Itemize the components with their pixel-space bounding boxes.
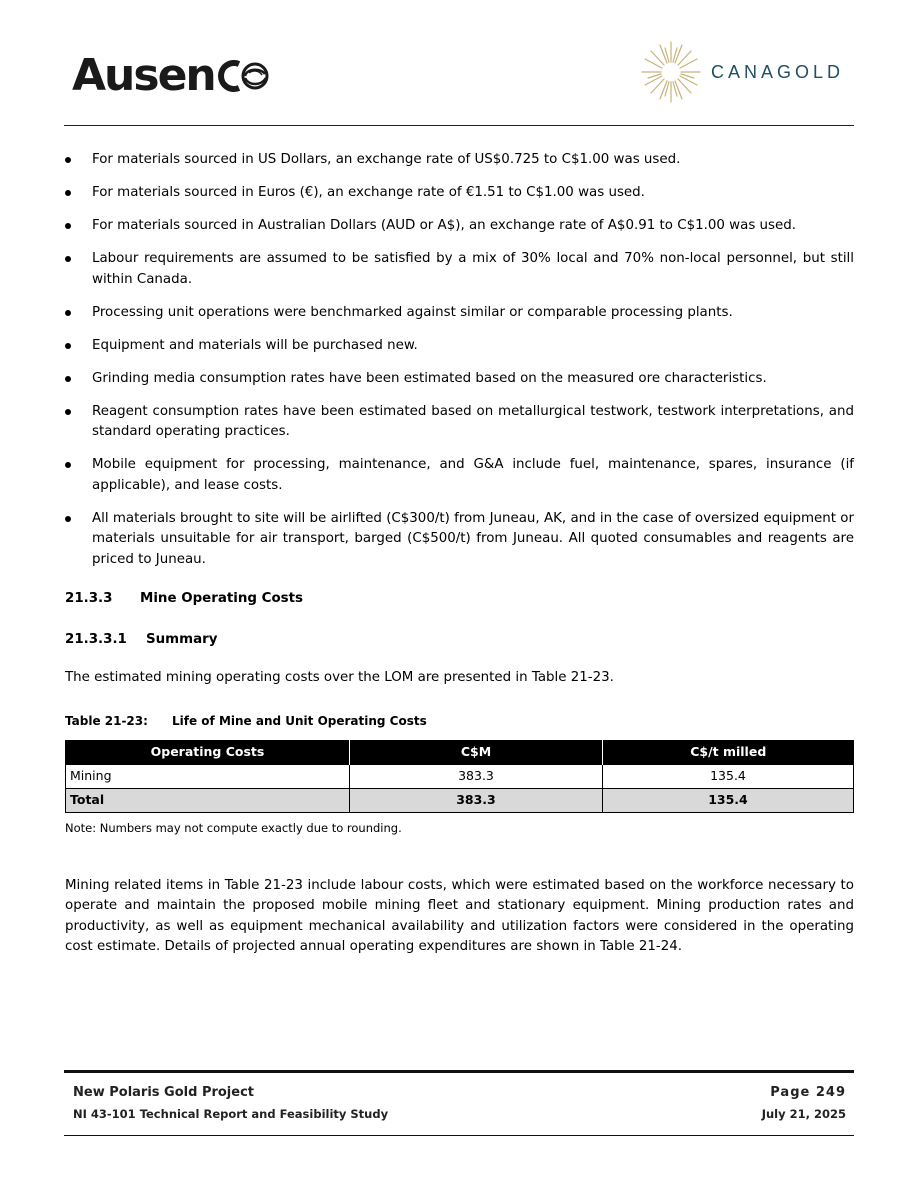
- table-cell: Total: [66, 789, 350, 813]
- table-note: Note: Numbers may not compute exactly due to rounding.: [65, 821, 402, 835]
- column-header: Operating Costs: [66, 740, 350, 765]
- list-item: Processing unit operations were benchmarked against similar or comparable processing plants.: [65, 303, 854, 324]
- footer-date: July 21, 2025: [761, 1107, 846, 1121]
- table-cell: 383.3: [350, 789, 603, 813]
- column-header: C$M: [350, 740, 603, 765]
- table-total-row: [66, 789, 854, 813]
- list-item: Equipment and materials will be purchased new.: [65, 336, 854, 357]
- bullet-icon: [65, 409, 71, 415]
- bullet-icon: [65, 376, 71, 382]
- sunburst-icon: [639, 40, 703, 104]
- table-caption-number: Table 21-23:: [65, 713, 148, 728]
- table-caption: [65, 711, 854, 732]
- canagold-logo: [639, 40, 844, 104]
- bullet-icon: [65, 516, 71, 522]
- bullet-icon: [65, 462, 71, 468]
- list-item: For materials sourced in Euros (€), an exchange rate of €1.51 to C$1.00 was used.: [65, 183, 854, 204]
- footer-right: [762, 1085, 846, 1121]
- table-cell: 383.3: [350, 765, 603, 789]
- footer-project-title: New Polaris Gold Project: [73, 1085, 255, 1100]
- table-cell: Mining: [66, 765, 350, 789]
- table-row: [66, 765, 854, 789]
- list-item: All materials brought to site will be airlifted (C$300/t) from Juneau, AK, and in the case of oversized equipment or materials unsuitable for air transport, barged (C$500/t) from Juneau. All quoted consumables and reagents are priced to Juneau.: [65, 509, 854, 571]
- assumptions-list: [65, 150, 854, 570]
- ausenco-logo-text: Ausen: [72, 50, 215, 101]
- table-cell: 135.4: [603, 789, 854, 813]
- subsection-title: Summary: [146, 631, 218, 647]
- section-title: Mine Operating Costs: [140, 591, 304, 606]
- subsection-heading: [65, 630, 854, 651]
- section-number: 21.3.3: [65, 591, 113, 606]
- header-divider: [64, 125, 854, 126]
- footer-divider-top: [64, 1070, 854, 1073]
- page-number: Page 249: [770, 1085, 846, 1100]
- canagold-logo-text: CANAGOLD: [710, 61, 844, 82]
- bullet-icon: [65, 190, 71, 196]
- operating-costs-table: [65, 740, 854, 813]
- table-cell: 135.4: [603, 765, 854, 789]
- list-item: For materials sourced in Australian Dollars (AUD or A$), an exchange rate of A$0.91 to C$1.00 was used.: [65, 216, 854, 237]
- ausenco-logo: [72, 50, 271, 101]
- ausenco-swirl-icon: [215, 56, 271, 96]
- subsection-number: 21.3.3.1: [65, 631, 127, 647]
- bullet-icon: [65, 310, 71, 316]
- list-item: Reagent consumption rates have been estimated based on metallurgical testwork, testwork interpretations, and standard operating practices.: [65, 402, 854, 443]
- table-header-row: [66, 740, 854, 765]
- table-caption-title: Life of Mine and Unit Operating Costs: [172, 713, 427, 728]
- intro-paragraph: The estimated mining operating costs over the LOM are presented in Table 21-23.: [65, 670, 614, 685]
- footer-divider-bottom: [64, 1135, 854, 1136]
- bullet-icon: [65, 223, 71, 229]
- section-heading: [65, 589, 854, 610]
- bullet-icon: [65, 256, 71, 262]
- footer-report-title: NI 43-101 Technical Report and Feasibility Study: [73, 1107, 389, 1121]
- column-header: C$/t milled: [603, 740, 854, 765]
- bullet-icon: [65, 343, 71, 349]
- bullet-icon: [65, 157, 71, 163]
- page-body: [65, 150, 854, 958]
- list-item: Mobile equipment for processing, maintenance, and G&A include fuel, maintenance, spares, insurance (if applicable), and lease costs.: [65, 455, 854, 496]
- footer-left: [73, 1085, 388, 1121]
- list-item: Labour requirements are assumed to be satisfied by a mix of 30% local and 70% non-local personnel, but still within Canada.: [65, 249, 854, 290]
- page-header: [64, 40, 854, 126]
- closing-paragraph: Mining related items in Table 21-23 include labour costs, which were estimated based on the workforce necessary to operate and maintain the proposed mobile mining fleet and stationary equipment. Mining production rates and productivity, as well as equipment mechanical availability and utilization factors were considered in the operating cost estimate. Details of projected annual operating expenditures are shown in Table 21-24.: [65, 877, 854, 954]
- list-item: For materials sourced in US Dollars, an exchange rate of US$0.725 to C$1.00 was used.: [65, 150, 854, 171]
- list-item: Grinding media consumption rates have been estimated based on the measured ore characteristics.: [65, 369, 854, 390]
